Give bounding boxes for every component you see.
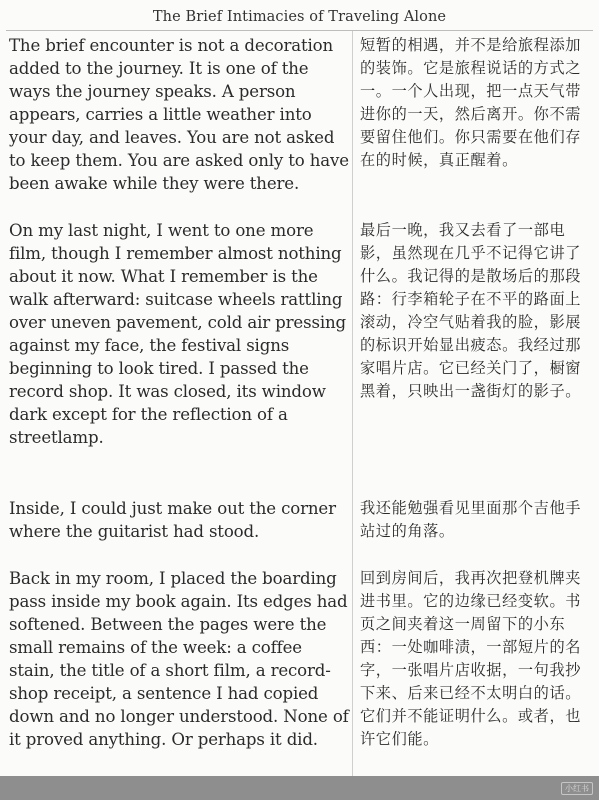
english-paragraph: On my last night, I went to one more film, though I remember almost nothing about it now. What I remember is the walk afterward: suitcase wheels rattling over uneven pavement, cold air pressing against my face, the festival signs beginning to look tired. I passed the record shop. It was closed, its window dark except for the reflection of a streetlamp.	[9, 221, 346, 447]
watermark-logo: 小红书	[561, 782, 593, 795]
bottom-bar	[0, 776, 599, 800]
english-paragraph: Back in my room, I placed the boarding pass inside my book again. Its edges had softened. Between the pages were the small remains of the week: a coffee stain, the title of a short film, a record-shop receipt, a sentence I had copied down and no longer understood. None of it proved anything. Or perhaps it did.	[9, 569, 349, 749]
page-title: The Brief Intimacies of Traveling Alone	[152, 9, 447, 25]
chinese-paragraph: 我还能勉强看见里面那个吉他手站过的角落。	[360, 499, 582, 540]
english-paragraph: The brief encounter is not a decoration added to the journey. It is one of the ways the journey speaks. A person appears, carries a little weather into your day, and leaves. You are not asked to keep them. You are asked only to have been awake while they were there.	[9, 36, 349, 193]
chinese-paragraph: 短暂的相遇，并不是给旅程添加的装饰。它是旅程说话的方式之一。一个人出现，把一点天气带进你的一天，然后离开。你不需要留住他们。你只需要在他们存在的时候，真正醒着。	[360, 36, 582, 169]
english-paragraph: Inside, I could just make out the corner where the guitarist had stood.	[9, 499, 336, 541]
title-divider	[6, 30, 593, 31]
chinese-paragraph: 回到房间后，我再次把登机牌夹进书里。它的边缘已经变软。书页之间夹着这一周留下的小东西：一处咖啡渍，一部短片的名字，一张唱片店收据，一句我抄下来、后来已经不太明白的话。它们并不能证明什么。或者，也许它们能。	[360, 569, 582, 748]
chinese-paragraph: 最后一晚，我又去看了一部电影，虽然现在几乎不记得它讲了什么。我记得的是散场后的那段路：行李箱轮子在不平的路面上滚动，冷空气贴着我的脸，影展的标识开始显出疲态。我经过那家唱片店。它已经关门了，橱窗黑着，只映出一盏街灯的影子。	[360, 221, 582, 400]
column-divider	[352, 31, 353, 776]
watermark	[561, 780, 593, 796]
